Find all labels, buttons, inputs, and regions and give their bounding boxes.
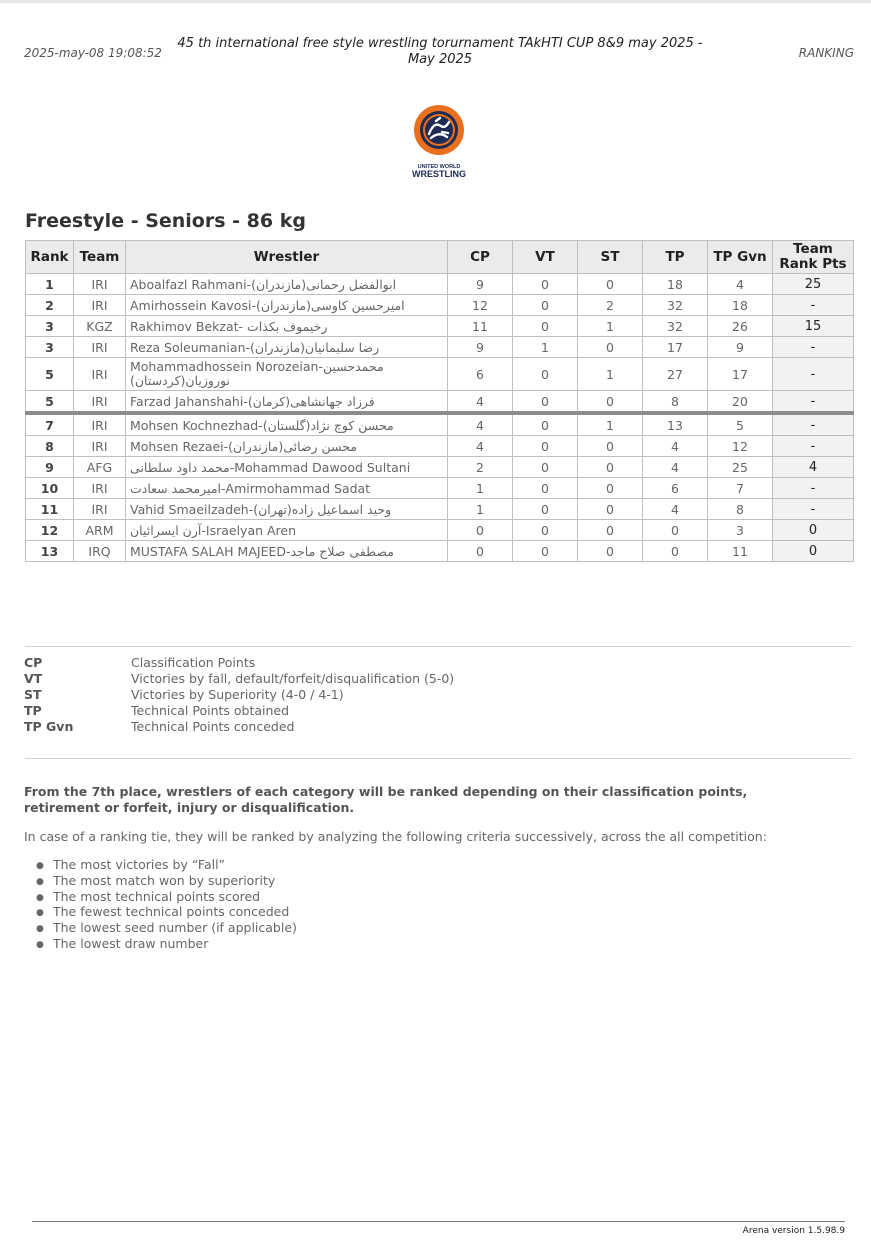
legend-desc: Classification Points bbox=[131, 655, 256, 670]
cell-vt: 0 bbox=[513, 358, 578, 391]
report-section: RANKING bbox=[798, 46, 854, 60]
cell-tp-gvn: 18 bbox=[708, 295, 773, 316]
cell-st: 0 bbox=[578, 499, 643, 520]
cell-rank: 8 bbox=[26, 436, 74, 457]
col-header-tp-gvn: TP Gvn bbox=[708, 241, 773, 274]
cell-team: IRI bbox=[74, 413, 126, 436]
legend-abbr: TP bbox=[24, 703, 42, 718]
cell-rank: 7 bbox=[26, 413, 74, 436]
bullet-icon: ● bbox=[36, 939, 44, 950]
cell-team-rank-pts: - bbox=[773, 295, 854, 316]
cell-team-rank-pts: - bbox=[773, 337, 854, 358]
cell-cp: 9 bbox=[448, 274, 513, 295]
legend-abbr: VT bbox=[24, 671, 43, 686]
cell-vt: 0 bbox=[513, 391, 578, 414]
cell-tp-gvn: 5 bbox=[708, 413, 773, 436]
col-header-tp: TP bbox=[643, 241, 708, 274]
cell-team: IRI bbox=[74, 358, 126, 391]
cell-tp: 32 bbox=[643, 316, 708, 337]
cell-team: AFG bbox=[74, 457, 126, 478]
cell-rank: 5 bbox=[26, 391, 74, 414]
criterion-text: The lowest draw number bbox=[53, 935, 209, 951]
cell-vt: 1 bbox=[513, 337, 578, 358]
page-top-border bbox=[0, 0, 871, 3]
cell-cp: 4 bbox=[448, 413, 513, 436]
cell-tp: 32 bbox=[643, 295, 708, 316]
table-row bbox=[26, 316, 854, 337]
list-item bbox=[36, 936, 297, 952]
cell-team-rank-pts: 0 bbox=[773, 541, 854, 562]
cell-team: IRI bbox=[74, 478, 126, 499]
cell-wrestler: Mohammadhossein Norozeian-محمدحسین نوروزیان(کردستان) bbox=[126, 358, 448, 391]
cell-st: 0 bbox=[578, 391, 643, 414]
cell-tp: 0 bbox=[643, 541, 708, 562]
cell-cp: 1 bbox=[448, 499, 513, 520]
cell-st: 1 bbox=[578, 358, 643, 391]
table-row bbox=[26, 295, 854, 316]
table-row bbox=[26, 413, 854, 436]
cell-wrestler: Aboalfazl Rahmani-ابوالفضل رحمانی(مازندران) bbox=[126, 274, 448, 295]
legend-desc: Victories by Superiority (4-0 / 4-1) bbox=[131, 687, 344, 702]
criterion-text: The most match won by superiority bbox=[53, 872, 276, 888]
cell-tp-gvn: 12 bbox=[708, 436, 773, 457]
cell-tp: 13 bbox=[643, 413, 708, 436]
cell-team: IRI bbox=[74, 436, 126, 457]
cell-team-rank-pts: 15 bbox=[773, 316, 854, 337]
cell-rank: 1 bbox=[26, 274, 74, 295]
table-row bbox=[26, 457, 854, 478]
cell-cp: 4 bbox=[448, 391, 513, 414]
table-header-row bbox=[26, 241, 854, 274]
legend bbox=[24, 655, 454, 735]
cell-vt: 0 bbox=[513, 436, 578, 457]
cell-tp: 17 bbox=[643, 337, 708, 358]
cell-wrestler: MUSTAFA SALAH MAJEED-مصطفی صلاح ماجد bbox=[126, 541, 448, 562]
cell-tp-gvn: 20 bbox=[708, 391, 773, 414]
bullet-icon: ● bbox=[36, 924, 44, 935]
ranking-rule-note: From the 7th place, wrestlers of each category will be ranked depending on their classification points, retirement or forfeit, injury or disqualification. bbox=[24, 784, 748, 815]
criterion-text: The most victories by “Fall” bbox=[53, 857, 226, 872]
cell-tp: 4 bbox=[643, 499, 708, 520]
cell-rank: 13 bbox=[26, 541, 74, 562]
table-row bbox=[26, 391, 854, 414]
cell-team: IRI bbox=[74, 337, 126, 358]
cell-tp-gvn: 11 bbox=[708, 541, 773, 562]
cell-vt: 0 bbox=[513, 520, 578, 541]
report-header bbox=[24, 36, 854, 76]
cell-team-rank-pts: - bbox=[773, 391, 854, 414]
cell-wrestler: Vahid Smaeilzadeh-وحید اسماعیل زاده(تهران) bbox=[126, 499, 448, 520]
table-row bbox=[26, 520, 854, 541]
cell-team-rank-pts: 0 bbox=[773, 520, 854, 541]
tournament-title: 45 th international free style wrestling torurnament TAkHTI CUP 8&9 may 2025 - May 2025 bbox=[177, 36, 703, 67]
cell-tp: 27 bbox=[643, 358, 708, 391]
cell-tp: 4 bbox=[643, 436, 708, 457]
cell-cp: 2 bbox=[448, 457, 513, 478]
cell-vt: 0 bbox=[513, 413, 578, 436]
bullet-icon: ● bbox=[36, 908, 44, 919]
col-header-team-rank-pts: Team Rank Pts bbox=[773, 241, 854, 274]
cell-st: 0 bbox=[578, 520, 643, 541]
report-datetime: 2025-may-08 19:08:52 bbox=[24, 46, 162, 60]
footer-divider bbox=[32, 1221, 845, 1222]
cell-st: 1 bbox=[578, 413, 643, 436]
cell-st: 0 bbox=[578, 478, 643, 499]
cell-vt: 0 bbox=[513, 274, 578, 295]
cell-vt: 0 bbox=[513, 295, 578, 316]
cell-rank: 3 bbox=[26, 337, 74, 358]
cell-rank: 3 bbox=[26, 316, 74, 337]
cell-wrestler: Rakhimov Bekzat- رخیموف بکذات bbox=[126, 316, 448, 337]
col-header-cp: CP bbox=[448, 241, 513, 274]
notes-divider bbox=[25, 758, 852, 759]
list-item bbox=[36, 889, 297, 905]
cell-team: IRQ bbox=[74, 541, 126, 562]
category-title: Freestyle - Seniors - 86 kg bbox=[25, 210, 306, 232]
legend-desc: Victories by fall, default/forfeit/disqualification (5-0) bbox=[131, 671, 455, 686]
criterion-text: The most technical points scored bbox=[53, 888, 261, 904]
cell-cp: 4 bbox=[448, 436, 513, 457]
cell-cp: 9 bbox=[448, 337, 513, 358]
cell-team: ARM bbox=[74, 520, 126, 541]
cell-wrestler: Farzad Jahanshahi-فرزاد جهانشاهی(کرمان) bbox=[126, 391, 448, 414]
cell-st: 0 bbox=[578, 274, 643, 295]
cell-rank: 9 bbox=[26, 457, 74, 478]
cell-cp: 11 bbox=[448, 316, 513, 337]
tie-break-criteria bbox=[36, 857, 297, 952]
table-row bbox=[26, 541, 854, 562]
cell-vt: 0 bbox=[513, 499, 578, 520]
cell-rank: 10 bbox=[26, 478, 74, 499]
cell-vt: 0 bbox=[513, 316, 578, 337]
table-row bbox=[26, 337, 854, 358]
uww-logo bbox=[410, 104, 468, 180]
legend-abbr: TP Gvn bbox=[24, 719, 74, 734]
legend-item bbox=[24, 703, 454, 719]
col-header-st: ST bbox=[578, 241, 643, 274]
cell-tp: 4 bbox=[643, 457, 708, 478]
bullet-icon: ● bbox=[36, 876, 44, 887]
cell-cp: 1 bbox=[448, 478, 513, 499]
cell-wrestler: محمد داود سلطانی-Mohammad Dawood Sultani bbox=[126, 457, 448, 478]
cell-vt: 0 bbox=[513, 478, 578, 499]
table-row bbox=[26, 274, 854, 295]
cell-st: 0 bbox=[578, 337, 643, 358]
cell-tp: 18 bbox=[643, 274, 708, 295]
cell-rank: 12 bbox=[26, 520, 74, 541]
col-header-vt: VT bbox=[513, 241, 578, 274]
cell-tp-gvn: 26 bbox=[708, 316, 773, 337]
cell-tp-gvn: 9 bbox=[708, 337, 773, 358]
logo-text-bottom: WRESTLING bbox=[412, 169, 466, 179]
table-row bbox=[26, 499, 854, 520]
legend-abbr: ST bbox=[24, 687, 42, 702]
col-header-wrestler: Wrestler bbox=[126, 241, 448, 274]
cell-tp-gvn: 25 bbox=[708, 457, 773, 478]
cell-tp: 8 bbox=[643, 391, 708, 414]
table-row bbox=[26, 436, 854, 457]
cell-st: 0 bbox=[578, 457, 643, 478]
cell-tp-gvn: 4 bbox=[708, 274, 773, 295]
cell-team: KGZ bbox=[74, 316, 126, 337]
cell-st: 2 bbox=[578, 295, 643, 316]
cell-team-rank-pts: 4 bbox=[773, 457, 854, 478]
col-header-team: Team bbox=[74, 241, 126, 274]
cell-tp: 0 bbox=[643, 520, 708, 541]
list-item bbox=[36, 904, 297, 920]
cell-vt: 0 bbox=[513, 457, 578, 478]
cell-cp: 12 bbox=[448, 295, 513, 316]
cell-wrestler: Amirhossein Kavosi-امیرحسین کاوسی(مازندران) bbox=[126, 295, 448, 316]
tie-break-intro: In case of a ranking tie, they will be ranked by analyzing the following criteria successively, across the all competition: bbox=[24, 829, 767, 844]
cell-team-rank-pts: - bbox=[773, 358, 854, 391]
legend-abbr: CP bbox=[24, 655, 43, 670]
cell-tp-gvn: 7 bbox=[708, 478, 773, 499]
cell-rank: 11 bbox=[26, 499, 74, 520]
cell-team: IRI bbox=[74, 499, 126, 520]
cell-st: 1 bbox=[578, 316, 643, 337]
cell-team-rank-pts: 25 bbox=[773, 274, 854, 295]
legend-divider bbox=[25, 646, 852, 647]
cell-tp-gvn: 17 bbox=[708, 358, 773, 391]
cell-cp: 0 bbox=[448, 520, 513, 541]
uww-logo-icon bbox=[410, 104, 468, 180]
cell-cp: 6 bbox=[448, 358, 513, 391]
cell-team: IRI bbox=[74, 295, 126, 316]
criterion-text: The lowest seed number (if applicable) bbox=[53, 920, 297, 936]
logo-text-top: UNITED WORLD bbox=[417, 164, 461, 170]
cell-wrestler: امیرمحمد سعادت-Amirmohammad Sadat bbox=[126, 478, 448, 499]
cell-team-rank-pts: - bbox=[773, 436, 854, 457]
legend-item bbox=[24, 687, 454, 703]
cell-team-rank-pts: - bbox=[773, 413, 854, 436]
cell-st: 0 bbox=[578, 541, 643, 562]
cell-wrestler: Mohsen Rezaei-محسن رضائی(مازندران) bbox=[126, 436, 448, 457]
arena-version: Arena version 1.5.98.9 bbox=[742, 1226, 845, 1236]
cell-wrestler: Reza Soleumanian-رضا سلیمانیان(مازندران) bbox=[126, 337, 448, 358]
cell-vt: 0 bbox=[513, 541, 578, 562]
cell-tp-gvn: 8 bbox=[708, 499, 773, 520]
ranking-table bbox=[25, 240, 854, 562]
cell-team: IRI bbox=[74, 391, 126, 414]
cell-tp: 6 bbox=[643, 478, 708, 499]
bullet-icon: ● bbox=[36, 892, 44, 903]
table-row bbox=[26, 478, 854, 499]
col-header-rank: Rank bbox=[26, 241, 74, 274]
bullet-icon: ● bbox=[36, 861, 44, 871]
legend-desc: Technical Points obtained bbox=[131, 703, 290, 718]
cell-rank: 2 bbox=[26, 295, 74, 316]
cell-team-rank-pts: - bbox=[773, 499, 854, 520]
legend-item bbox=[24, 719, 454, 735]
cell-team: IRI bbox=[74, 274, 126, 295]
cell-rank: 5 bbox=[26, 358, 74, 391]
legend-item bbox=[24, 671, 454, 687]
cell-st: 0 bbox=[578, 436, 643, 457]
cell-team-rank-pts: - bbox=[773, 478, 854, 499]
criterion-text: The fewest technical points conceded bbox=[53, 904, 290, 920]
cell-tp-gvn: 3 bbox=[708, 520, 773, 541]
cell-wrestler: آرن ایسرائیان-Israelyan Aren bbox=[126, 520, 448, 541]
table-row bbox=[26, 358, 854, 391]
cell-wrestler: Mohsen Kochnezhad-محسن کوچ نژاد(گلستان) bbox=[126, 413, 448, 436]
list-item bbox=[36, 920, 297, 936]
legend-desc: Technical Points conceded bbox=[131, 719, 295, 734]
list-item bbox=[36, 873, 297, 889]
cell-cp: 0 bbox=[448, 541, 513, 562]
list-item bbox=[36, 857, 297, 873]
legend-item bbox=[24, 655, 454, 671]
